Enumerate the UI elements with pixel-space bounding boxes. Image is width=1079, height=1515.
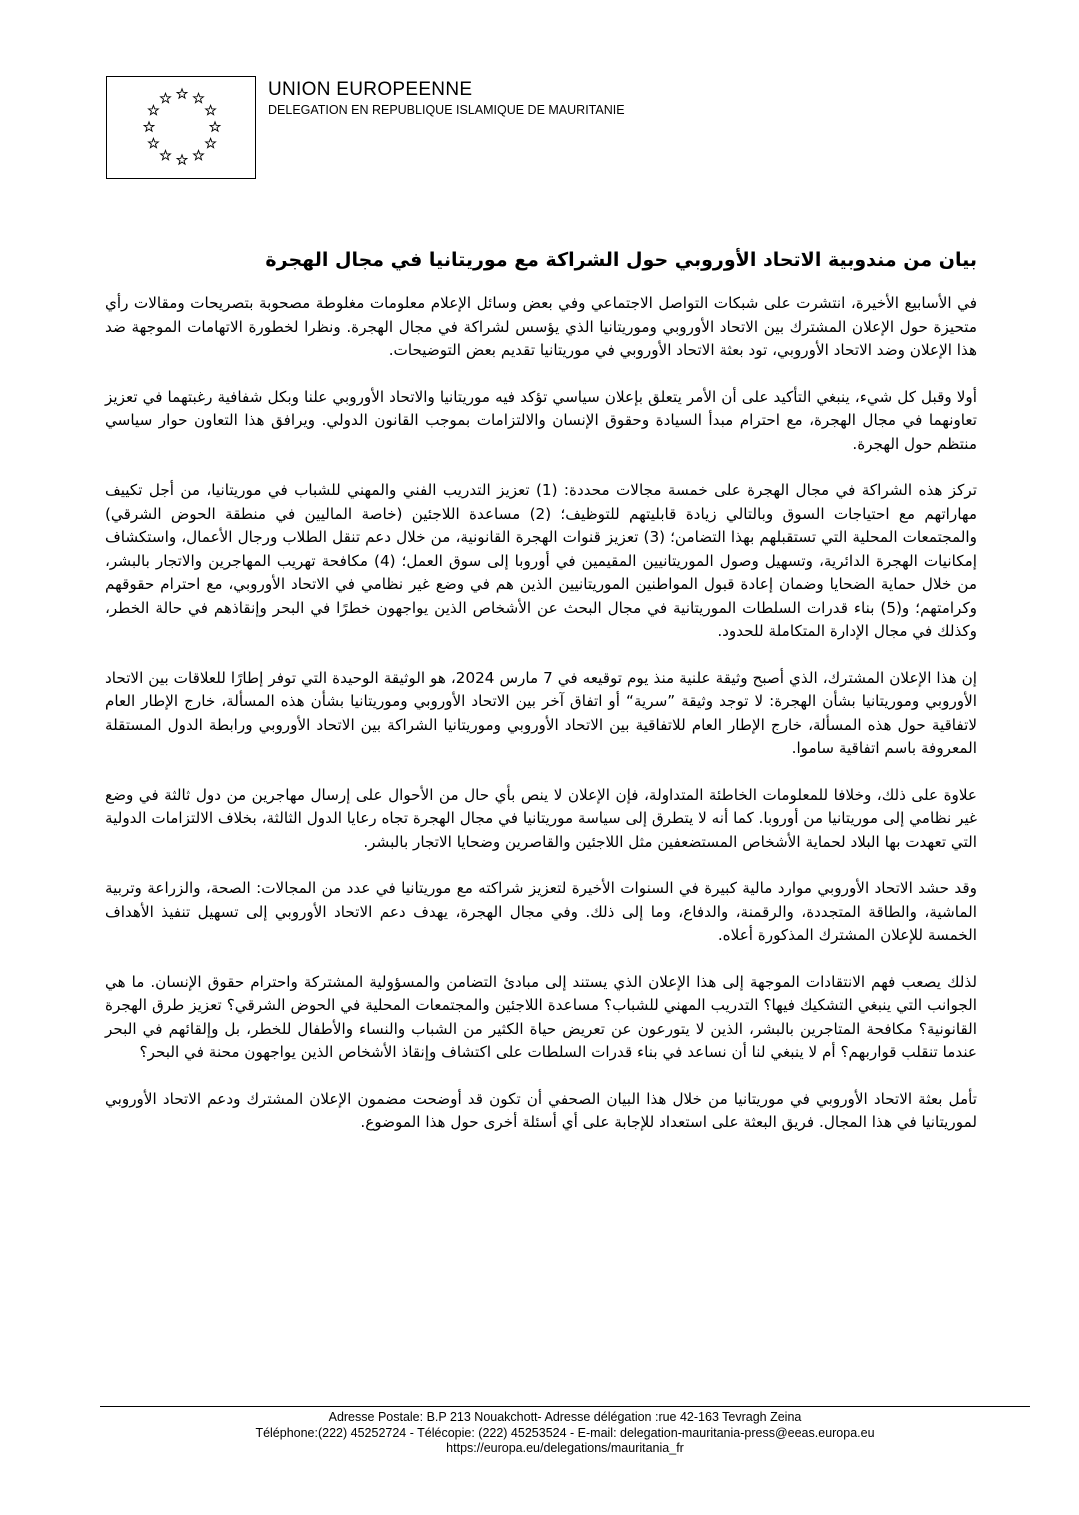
footer-address: Adresse Postale: B.P 213 Nouakchott- Adresse délégation :rue 42-163 Tevragh Zeina — [328, 1410, 802, 1424]
document-body — [105, 292, 977, 1158]
star-icon — [177, 89, 187, 98]
org-subtitle: DELEGATION EN REPUBLIQUE ISLAMIQUE DE MAURITANIE — [268, 103, 625, 117]
paragraph: لذلك يصعب فهم الانتقادات الموجهة إلى هذا الإعلان الذي يستند إلى مبادئ التضامن والمسؤولية المشتركة واحترام حقوق الإنسان. ما هي الجوانب التي ينبغي التشكيك فيها؟ التدريب المهني للشباب؟ مساعدة اللاجئين والمجتمعات المحلية في الحوض الشرقي؟ تعزيز طرق الهجرة القانونية؟ مكافحة المتاجرين بالبشر، الذين لا يتورعون عن تعريض حياة الكثير من الشباب والنساء والأطفال للخطر، بل وإلقائهم في البحر عندما تنقلب قواربهم؟ أم لا ينبغي لنا أن نساعد في بناء قدرات السلطات على اكتشاف وإنقاذ الأشخاص الذين يواجهون محنة في البحر؟ — [105, 972, 977, 1061]
org-name: UNION EUROPEENNE — [268, 79, 473, 100]
footer-divider — [100, 1406, 1030, 1407]
star-icon — [161, 93, 171, 102]
footer-website[interactable]: https://europa.eu/delegations/mauritania_fr — [446, 1441, 684, 1455]
eu-stars-icon — [107, 77, 257, 180]
footer — [100, 1410, 1030, 1457]
document-title: بيان من مندوبية الاتحاد الأوروبي حول الشراكة مع موريتانيا في مجال الهجرة — [265, 249, 977, 271]
star-icon — [206, 138, 216, 147]
star-icon — [210, 122, 220, 131]
star-icon — [148, 105, 158, 114]
star-icon — [194, 93, 204, 102]
star-icon — [148, 138, 158, 147]
footer-contact: Téléphone:(222) 45252724 - Télécopie: (222) 45253524 - E-mail: delegation-mauritania-press@eeas.europa.eu — [255, 1425, 875, 1440]
org-header — [268, 79, 625, 118]
paragraph: وقد حشد الاتحاد الأوروبي موارد مالية كبيرة في السنوات الأخيرة لتعزيز شراكته مع موريتانيا في عدد من المجالات: الصحة، والزراعة وتربية الماشية، والطاقة المتجددة، والرقمنة، والدفاع، وما إلى ذلك. وفي مجال الهجرة، يهدف دعم الاتحاد الأوروبي إلى تسهيل تنفيذ الأهداف الخمسة للإعلان المشترك المذكورة أعلاه. — [105, 879, 977, 944]
star-icon — [206, 105, 216, 114]
paragraph: تركز هذه الشراكة في مجال الهجرة على خمسة مجالات محددة: (1) تعزيز التدريب الفني والمهني للشباب في موريتانيا، من أجل تكييف مهاراتهم مع احتياجات السوق وبالتالي زيادة قابليتهم للتوظيف؛ (2) مساعدة اللاجئين (خاصة الماليين في منطقة الحوض الشرقي) والمجتمعات المحلية التي تستقبلهم بهذا التضامن؛ (3) تعزيز قنوات الهجرة القانونية، من خلال دعم تنقل الطلاب ورجال الأعمال، واستكشاف إمكانيات الهجرة الدائرية، وتسهيل وصول الموريتانيين المقيمين في أوروبا إلى سوق العمل؛ (4) مكافحة تهريب المهاجرين والاتجار بالبشر، من خلال حماية الضحايا وضمان إعادة قبول المواطنين الموريتانيين الذين هم في وضع غير نظامي في الاتحاد الأوروبي، مع احترام حقوقهم وكرامتهم؛ و(5) بناء قدرات السلطات الموريتانية في مجال البحث عن الأشخاص الذين يواجهون خطرًا في البحر وإنقاذهم في حالة الخطر، وكذلك في مجال الإدارة المتكاملة للحدود. — [105, 481, 978, 640]
star-icon — [161, 150, 171, 159]
star-icon — [177, 155, 187, 164]
star-icon — [194, 150, 204, 159]
paragraph: تأمل بعثة الاتحاد الأوروبي في موريتانيا من خلال هذا البيان الصحفي أن تكون قد أوضحت مضمون الإعلان المشترك ودعم الاتحاد الأوروبي لموريتانيا في هذا المجال. فريق البعثة على استعداد للإجابة على أي أسئلة أخرى حول هذا الموضوع. — [105, 1089, 977, 1131]
paragraph: أولا وقبل كل شيء، ينبغي التأكيد على أن الأمر يتعلق بإعلان سياسي تؤكد فيه موريتانيا والاتحاد الأوروبي علنا وبكل شفافية رغبتهما في تعزيز تعاونهما في مجال الهجرة، مع احترام مبدأ السيادة وحقوق الإنسان والالتزامات بموجب القانون الدولي. ويرافق هذا التعاون حوار سياسي منتظم حول الهجرة. — [105, 387, 977, 453]
star-icon — [144, 122, 154, 131]
paragraph: علاوة على ذلك، وخلافا للمعلومات الخاطئة المتداولة، فإن الإعلان لا ينص بأي حال من الأحوال على إرسال مهاجرين من دول ثالثة في وضع غير نظامي إلى موريتانيا من أوروبا. كما أنه لا يتطرق إلى سياسة موريتانيا في مجال الهجرة تجاه رعايا الدول الثالثة، بخلاف الالتزامات الدولية التي تعهدت بها البلاد لحماية الأشخاص المستضعفين مثل اللاجئين والقاصرين وضحايا الاتجار بالبشر. — [105, 785, 977, 851]
paragraph: إن هذا الإعلان المشترك، الذي أصبح وثيقة علنية منذ يوم توقيعه في 7 مارس 2024، هو الوثيقة الوحيدة التي توفر إطارًا للعلاقات بين الاتحاد الأوروبي وموريتانيا بشأن الهجرة: لا توجد وثيقة ”سرية“ أو اتفاق آخر بين الاتحاد الأوروبي وموريتانيا بشأن هذه المسألة، خارج الإطار العام لاتفاقية حول هذه المسألة، خارج الإطار العام للاتفاقية بين الاتحاد الأوروبي وموريتانيا الشراكة بين الاتحاد الأوروبي ورابطة الدول المستقلة المعروفة باسم اتفاقية ساموا. — [105, 668, 977, 757]
paragraph: في الأسابيع الأخيرة، انتشرت على شبكات التواصل الاجتماعي وفي بعض وسائل الإعلام معلومات مغلوطة مصحوبة بتصريحات ومقالات رأي متحيزة حول الإعلان المشترك بين الاتحاد الأوروبي وموريتانيا الذي يؤسس لشراكة في مجال الهجرة. ونظرا لخطورة الاتهامات الموجهة ضد هذا الإعلان وضد الاتحاد الأوروبي، تود بعثة الاتحاد الأوروبي في موريتانيا تقديم بعض التوضيحات. — [105, 294, 977, 359]
eu-logo — [106, 76, 256, 179]
